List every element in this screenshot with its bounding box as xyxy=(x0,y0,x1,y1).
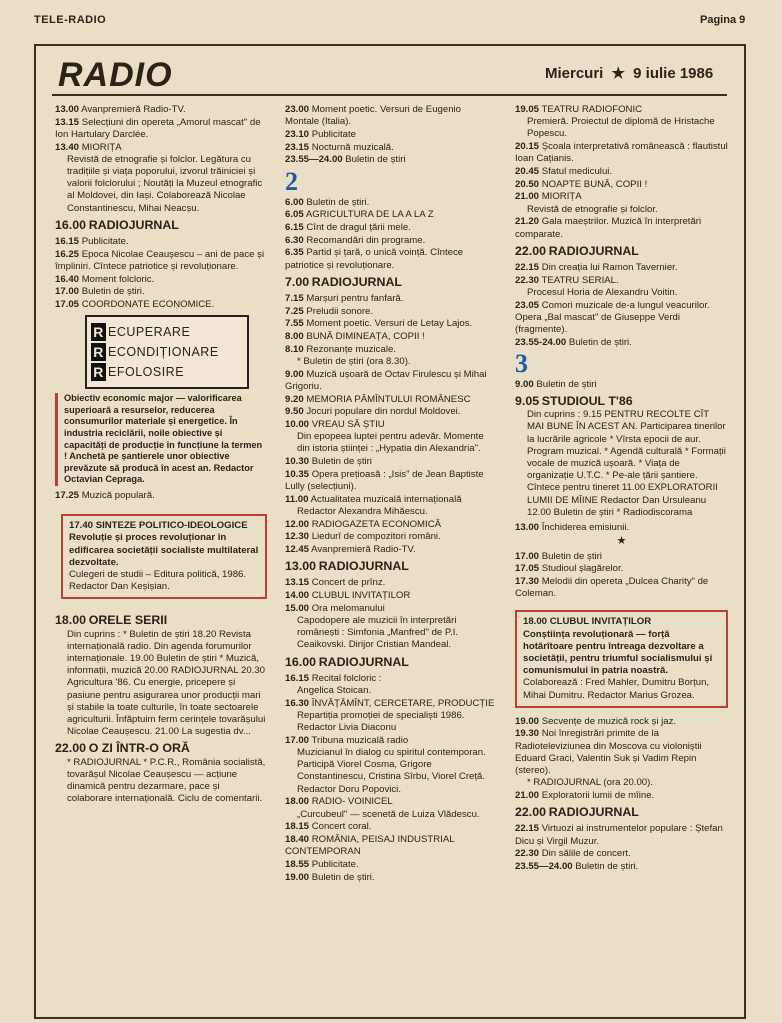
program-title: TEATRU RADIOFONIC xyxy=(541,104,643,115)
program-time: 13.00 xyxy=(285,559,317,574)
program-time: 23.55—24.00 xyxy=(285,154,343,166)
program-title: RADIOGAZETA ECONOMICĂ xyxy=(311,518,442,530)
program-time: 19.05 xyxy=(515,104,540,115)
program-entry xyxy=(55,286,267,298)
program-time: 16.00 xyxy=(285,654,317,669)
program-entry xyxy=(285,735,497,796)
page-number: Pagina 9 xyxy=(700,14,746,26)
program-time: 18.00 xyxy=(55,613,87,628)
program-title: Melodii din opereta „Dulcea Charity" de Coleman. xyxy=(515,575,709,600)
program-time: 8.00 xyxy=(285,331,304,343)
program-entry xyxy=(515,716,728,728)
program-entry xyxy=(285,197,497,209)
program-time: 12.30 xyxy=(285,531,310,543)
program-entry xyxy=(55,218,267,233)
economic-note: Obiectiv economic major — valorificarea superioară a resurselor, reducerea consumurilor materiale și energetice. În industria reciclării, noile obiective și capacități de producție în funcțiune la termen ! Anchetă pe șantierele unor obiective prevăzute să producă în acest an. Redactor Octavian Cepraga. xyxy=(55,393,267,486)
program-time: 23.55-24.00 xyxy=(515,336,567,348)
program-entry xyxy=(285,129,497,141)
program-title: Buletin de știri xyxy=(311,456,372,468)
program-entry xyxy=(55,274,267,286)
logo-line: R ECUPERARE xyxy=(91,323,243,341)
program-entry xyxy=(55,236,267,248)
program-title: Din sălile de concert. xyxy=(541,848,631,860)
program-time: 19.30 xyxy=(515,728,540,740)
program-entry xyxy=(285,142,497,154)
program-entry xyxy=(515,576,728,600)
program-entry xyxy=(515,394,728,519)
program-time: 10.30 xyxy=(285,456,310,468)
program-entry xyxy=(515,191,728,215)
program-title: Închiderea emisiunii. xyxy=(541,522,630,534)
date-day: Miercuri xyxy=(545,65,604,82)
program-entry xyxy=(515,262,728,274)
program-title: Rezonanțe muzicale. xyxy=(306,343,396,355)
program-title: Buletin de știri. xyxy=(575,860,639,872)
program-entry xyxy=(515,166,728,178)
program-time: 22.00 xyxy=(515,243,547,258)
program-time: 17.25 xyxy=(55,490,80,501)
program-title: Din creația lui Ramon Tavernier. xyxy=(541,261,678,273)
program-time: 8.10 xyxy=(285,343,304,355)
program-time: 7.25 xyxy=(285,305,304,317)
program-time: 22.15 xyxy=(515,823,540,835)
program-title: Moment poetic. Versuri de Letay Lajos. xyxy=(306,318,473,330)
program-time: 6.05 xyxy=(285,209,304,221)
logo-line: R EFOLOSIRE xyxy=(91,363,243,381)
program-title: RADIOJURNAL xyxy=(548,243,639,258)
program-entry xyxy=(285,456,497,468)
program-entry xyxy=(515,216,728,240)
program-time: 13.15 xyxy=(55,116,80,128)
program-entry xyxy=(515,823,728,847)
program-time: 21.20 xyxy=(515,216,540,228)
program-title: RADIOJURNAL xyxy=(318,654,409,669)
program-entry xyxy=(285,544,497,556)
program-time: 6.35 xyxy=(285,247,304,259)
program-time: 9.05 xyxy=(515,394,540,409)
program-entry xyxy=(285,154,497,166)
program-title: Liedurî de compozitori români. xyxy=(311,531,441,543)
program-entry xyxy=(515,848,728,860)
program-title: Concert coral. xyxy=(311,821,372,833)
program-time: 13.40 xyxy=(55,141,80,153)
program-time: 18.55 xyxy=(285,858,310,870)
program-entry xyxy=(515,104,728,141)
program-title: Concert de prînz. xyxy=(311,577,386,589)
program-time: 16.15 xyxy=(285,672,310,684)
program-title: STUDIOUL T'86 xyxy=(541,394,633,409)
program-title: NOAPTE BUNĂ, COPII ! xyxy=(541,178,648,190)
program-time: 9.00 xyxy=(515,378,534,390)
program-entry xyxy=(515,337,728,349)
program-title: Publicitate. xyxy=(81,236,129,248)
program-title: COORDONATE ECONOMICE. xyxy=(81,299,215,311)
col2-list xyxy=(285,104,497,167)
program-title: Muzică populară. xyxy=(81,490,155,501)
program-entry xyxy=(515,728,728,789)
column-3 xyxy=(515,104,728,874)
program-time: 11.00 xyxy=(285,493,309,505)
program-title: Nocturnă muzicală. xyxy=(311,141,394,153)
program-details: Redactor Alexandra Mihăescu. xyxy=(297,505,428,517)
program-entry xyxy=(285,655,497,670)
logo-line: R ECONDIȚIONARE xyxy=(91,343,243,361)
program-title: Școala interpretativă românească : flautistul Ioan Cațianis. xyxy=(515,141,728,165)
program-title: Secvențe de muzică rock și jaz. xyxy=(541,715,677,727)
program-entry xyxy=(285,859,497,871)
program-time: 17.00 xyxy=(55,286,80,298)
program-time: 16.15 xyxy=(55,236,80,248)
col3c-list xyxy=(515,551,728,601)
program-entry xyxy=(285,531,497,543)
program-time: 9.50 xyxy=(285,406,304,418)
program-title: Tribuna muzicală radio xyxy=(311,734,409,746)
program-title: Exploratorii lumii de mîine. xyxy=(541,789,655,801)
program-title: Buletin de știri. xyxy=(568,336,632,348)
program-time: 20.50 xyxy=(515,178,540,190)
program-time: 23.10 xyxy=(285,128,310,140)
program-time: 23.55—24.00 xyxy=(515,860,573,872)
program-time: 10.35 xyxy=(285,468,310,480)
program-title: Preludii sonore. xyxy=(306,305,374,317)
page-title: RADIO xyxy=(58,56,173,94)
program-time: 15.00 xyxy=(285,602,310,614)
col3b-list xyxy=(515,379,728,534)
program-title: Moment folcloric. xyxy=(81,273,155,285)
program-title: Publicitate xyxy=(311,128,356,140)
program-entry xyxy=(285,394,497,406)
program-entry xyxy=(285,369,497,393)
program-entry xyxy=(285,406,497,418)
program-title: Studioul șlagărelor. xyxy=(541,563,624,575)
program-time: 17.05 xyxy=(55,299,80,311)
program-title: ROMÂNIA, PEISAJ INDUSTRIAL CONTEMPORAN xyxy=(285,833,455,858)
program-entry xyxy=(515,522,728,534)
program-entry xyxy=(285,247,497,271)
star-icon: ★ xyxy=(616,535,627,548)
program-time: 21.00 xyxy=(515,789,540,801)
star-icon: ★ xyxy=(611,65,625,82)
program-time: 22.00 xyxy=(55,741,87,756)
program-title: Buletin de știri xyxy=(536,378,597,390)
program-title: Buletin de știri xyxy=(541,550,602,562)
program-entry xyxy=(285,698,497,735)
program-entry xyxy=(55,741,267,805)
program-time: 13.00 xyxy=(55,104,80,115)
program-entry xyxy=(285,673,497,697)
program-time: 18.00 xyxy=(285,796,310,808)
program-title: AGRICULTURA DE LA A LA Z xyxy=(305,209,434,221)
col3-list xyxy=(515,104,728,349)
program-title: RADIOJURNAL xyxy=(318,559,409,574)
program-details: * Buletin de știri (ora 8.30). xyxy=(297,355,411,367)
program-entry xyxy=(515,563,728,575)
program-entry xyxy=(285,344,497,368)
program-entry xyxy=(515,551,728,563)
program-title: Publicitate. xyxy=(311,858,359,870)
program-entry xyxy=(285,331,497,343)
section-name: TELE-RADIO xyxy=(34,14,107,26)
program-details: Angelica Stoican. xyxy=(297,685,372,697)
channel-2-number: 2 xyxy=(285,166,298,196)
program-entry xyxy=(55,104,267,116)
program-time: 12.00 xyxy=(285,518,310,530)
program-details: Procesul Horia de Alexandru Voitin. xyxy=(527,286,678,298)
program-entry xyxy=(285,559,497,574)
col1c-list xyxy=(55,613,267,805)
program-entry xyxy=(285,104,497,128)
program-details: Muzicianul în dialog cu spiritul contemporan. Participă Viorel Cosma, Grigore Constantinescu, Cristina Sîrbu, Viorel Creță. Redactor Doru Popovici. xyxy=(297,747,486,795)
program-entry xyxy=(285,318,497,330)
program-entry xyxy=(285,293,497,305)
clubul-box: 18.00 CLUBUL INVITAȚILOR Conștiința revoluționară — forță hotărîtoare pentru întreaga dezvoltare a societății, pentru triumful socialismului și comunismului în patria noastră. Colaborează : Fred Mahler, Dumitru Borțun, Mihai Dumitru. Redactor Marius Grozea. xyxy=(515,610,728,707)
program-entry xyxy=(515,244,728,259)
program-title: Epoca Nicolae Ceaușescu – ani de pace și împliniri. Cîntece patriotice și revoluționare. xyxy=(55,248,265,272)
program-entry xyxy=(285,590,497,602)
program-entry xyxy=(285,603,497,652)
program-time: 7.15 xyxy=(285,292,304,304)
program-time: 23.05 xyxy=(515,299,540,311)
program-entry xyxy=(515,275,728,299)
program-title: MIORIȚA xyxy=(541,191,582,203)
program-entry xyxy=(285,222,497,234)
program-title: Noi înregistrări primite de la Radioteleviziunea din Moscova cu violoniștii Eduard Graci, Valentin Suk și Vadim Repin (stereo). xyxy=(515,728,702,777)
program-time: 14.00 xyxy=(285,590,310,602)
program-time: 9.20 xyxy=(285,393,304,405)
col1-list xyxy=(55,104,267,311)
program-details: * RADIOJURNAL * P.C.R., România socialistă, tovarășul Nicolae Ceaușescu — acțiune dinamică pentru dezarmare, pace și colaborare internațională. Ciclu de comentarii. xyxy=(67,756,266,805)
program-title: Recital folcloric : xyxy=(311,672,382,684)
program-title: Gala maeștrilor. Muzică în interpretări comparate. xyxy=(515,216,702,240)
program-details: „Curcubeul" — scenetă de Luiza Vlădescu. xyxy=(297,808,480,820)
program-time: 22.30 xyxy=(515,274,540,286)
recycling-logo xyxy=(85,315,249,389)
date-text: 9 iulie 1986 xyxy=(633,65,714,82)
program-entry xyxy=(285,209,497,221)
program-title: RADIOJURNAL xyxy=(311,274,402,289)
col2b-list xyxy=(285,197,497,884)
program-entry xyxy=(285,821,497,833)
program-title: MEMORIA PĂMÎNTULUI ROMÂNESC xyxy=(306,393,471,405)
program-entry xyxy=(515,141,728,165)
program-title: TEATRU SERIAL. xyxy=(541,274,619,286)
program-time: 18.40 xyxy=(285,833,310,845)
program-time: 17.00 xyxy=(515,550,540,562)
program-title: CLUBUL INVITAȚILOR xyxy=(311,590,411,602)
program-title: Buletin de știri xyxy=(345,154,406,166)
col1b-list xyxy=(55,490,267,502)
program-title: Recomandări din programe. xyxy=(306,234,426,246)
program-entry xyxy=(285,275,497,290)
program-title: Moment poetic. Versuri de Eugenio Montale (Italia). xyxy=(285,104,462,128)
program-time: 10.00 xyxy=(285,418,310,430)
program-title: Buletin de știri. xyxy=(81,286,145,298)
program-title: Actualitatea muzicală internațională xyxy=(310,493,462,505)
program-title: BUNĂ DIMINEAȚA, COPII ! xyxy=(306,331,425,343)
program-time: 23.15 xyxy=(285,141,310,153)
program-title: Avanpremieră Radio-TV. xyxy=(311,544,416,555)
program-title: Opera prețioasă : „Isis" de Jean Baptiste Lully (selecțiuni). xyxy=(285,468,484,492)
program-entry xyxy=(515,861,728,873)
program-time: 19.00 xyxy=(285,871,310,883)
program-time: 6.15 xyxy=(285,221,304,233)
program-time: 16.30 xyxy=(285,697,310,709)
program-time: 19.00 xyxy=(515,715,540,727)
program-time: 22.30 xyxy=(515,848,540,860)
program-entry xyxy=(285,872,497,884)
program-details: Capodopere ale muzicii în interpretări românești : Simfonia „Manfred" de P.I. Ceaikovski. Dirijor Cristian Mandeal. xyxy=(297,615,459,651)
program-time: 7.55 xyxy=(285,318,304,330)
date-line xyxy=(545,64,713,82)
program-details: Repartiția promoției de specialiști 1986. Redactor Livia Diaconu xyxy=(297,709,465,734)
program-time: 20.15 xyxy=(515,141,540,153)
col3d-list xyxy=(515,716,728,873)
program-title: Comori muzicale de-a lungul veacurilor. Opera „Bal mascat" de Giuseppe Verdi (fragmente). xyxy=(515,299,710,335)
program-details: Din epopeea luptei pentru adevăr. Momente din istoria științei : „Hypatia din Alexandria". xyxy=(297,431,484,455)
program-title: ORELE SERII xyxy=(88,613,168,628)
program-time: 22.15 xyxy=(515,261,540,273)
program-details: Din cuprins : * Buletin de știri 18.20 Revista internațională radio. Din agenda forumurilor internaționale. 19.00 Buletin de știri * Muzică, informații, muzică 20.00 RADIOJURNAL 20.30 Agricultura '86. Cu energie, pricepere și pasiune pentru asigurarea unor producții mari și stabile la toate culturile, în toate sectoarele agriculturii. Înfăptuim ferm cerințele tovarășului Nicolae Ceaușescu. 21.00 La sugestia dv... xyxy=(67,628,266,738)
program-time: 12.45 xyxy=(285,544,310,555)
program-details: Premieră. Proiectul de diplomă de Hristache Popescu. xyxy=(527,116,715,140)
program-entry xyxy=(515,179,728,191)
program-entry xyxy=(515,379,728,391)
program-title: Marșuri pentru fanfară. xyxy=(306,292,404,304)
program-time: 17.05 xyxy=(515,563,540,575)
program-time: 21.00 xyxy=(515,191,540,203)
program-title: Sfatul medicului. xyxy=(541,166,613,178)
program-title: RADIO- VOINICEL xyxy=(311,796,393,808)
program-entry xyxy=(285,577,497,589)
program-title: Buletin de știri. xyxy=(311,871,375,883)
program-title: RADIOJURNAL xyxy=(88,217,179,232)
program-details: Revistă de etnografie și folclor. xyxy=(527,203,658,215)
program-title: Jocuri populare din nordul Moldovei. xyxy=(306,406,461,418)
program-title: Virtuozi ai instrumentelor populare : Ștefan Dicu și Virgil Muzur. xyxy=(515,823,723,847)
program-time: 9.00 xyxy=(285,368,304,380)
program-time: 16.25 xyxy=(55,248,80,260)
program-title: Partid și țară, o unică voință. Cîntece patriotice și revoluționare. xyxy=(285,247,464,271)
page-header xyxy=(0,0,782,36)
program-title: O ZI ÎNTR-O ORĂ xyxy=(88,741,190,756)
program-entry xyxy=(55,299,267,311)
program-entry xyxy=(55,249,267,273)
program-title: VREAU SĂ ȘTIU xyxy=(311,418,385,430)
column-2 xyxy=(285,104,497,884)
program-title: Cînt de dragul țării mele. xyxy=(306,221,411,233)
program-entry xyxy=(285,469,497,493)
program-time: 7.00 xyxy=(285,274,310,289)
program-time: 20.45 xyxy=(515,166,540,178)
program-title: Ora melomanului xyxy=(311,602,385,614)
program-title: ÎNVĂȚĂMÎNT, CERCETARE, PRODUCȚIE xyxy=(311,697,495,709)
program-entry xyxy=(515,300,728,337)
program-entry xyxy=(285,419,497,456)
program-time: 6.30 xyxy=(285,234,304,246)
program-entry xyxy=(55,117,267,141)
program-details: Din cuprins : 9.15 PENTRU RECOLTE CÎT MAI BUNE ÎN ACEST AN. Participarea tinerilor la lucrările agricole * Vîrsta epocii de aur. Program muzical. * Agendă culturală * Formații vocale de muzică ușoară. * Viața de organizație U.T.C. * Pe-ale țării șantiere. Cîntece pentru tineret 11.00 EXPLORATORII LUMII DE MÎINE Redactor Dan Ursuleanu 12.00 Buletin de știri * Radiodiscorama xyxy=(527,409,726,518)
program-details: Revistă de etnografie și folclor. Legătura cu tradițiile și viața poporului, izvorul trăiniciei și valorii folclorului ; Noutăți la Muzeul etnografic al Moldovei, din Iași. Colaborează Nicolae Constantinescu, Mihai Neacșu. xyxy=(67,153,263,214)
program-time: 13.15 xyxy=(285,577,310,589)
channel-3-number: 3 xyxy=(515,348,528,378)
program-entry xyxy=(285,796,497,820)
program-time: 17.00 xyxy=(285,734,310,746)
program-entry xyxy=(285,306,497,318)
program-title: MIORIȚA xyxy=(81,141,122,153)
program-entry xyxy=(515,790,728,802)
program-entry xyxy=(55,142,267,215)
program-title: Selecțiuni din opereta „Amorul mascat" de Ion Hartulary Darclée. xyxy=(55,116,261,140)
program-title: Muzică ușoară de Octav Firulescu și Mihai Grigoriu. xyxy=(285,368,487,392)
program-entry xyxy=(285,834,497,858)
program-time: 6.00 xyxy=(285,196,304,208)
column-1 xyxy=(55,104,267,808)
program-entry xyxy=(285,519,497,531)
program-entry xyxy=(285,235,497,247)
sinteze-box: 17.40 SINTEZE POLITICO-IDEOLOGICE Revoluție și proces revoluționar în edificarea societății socialiste multilateral dezvoltate. Culegeri de studii – Editura politică, 1986. Redactor Dan Keșișian. xyxy=(61,514,267,599)
program-entry xyxy=(285,494,497,518)
program-entry xyxy=(55,490,267,502)
program-time: 18.15 xyxy=(285,821,310,833)
program-title: Buletin de știri. xyxy=(306,196,370,208)
program-time: 16.00 xyxy=(55,217,87,232)
program-details: * RADIOJURNAL (ora 20.00). xyxy=(527,777,654,789)
program-entry xyxy=(55,613,267,738)
program-time: 23.00 xyxy=(285,104,310,115)
program-time: 13.00 xyxy=(515,522,540,534)
program-time: 16.40 xyxy=(55,273,80,285)
program-time: 17.30 xyxy=(515,575,540,587)
program-title: RADIOJURNAL xyxy=(548,805,639,820)
title-rule xyxy=(52,94,727,96)
program-entry xyxy=(515,805,728,820)
program-title: Avanpremieră Radio-TV. xyxy=(81,104,186,115)
program-time: 22.00 xyxy=(515,805,547,820)
